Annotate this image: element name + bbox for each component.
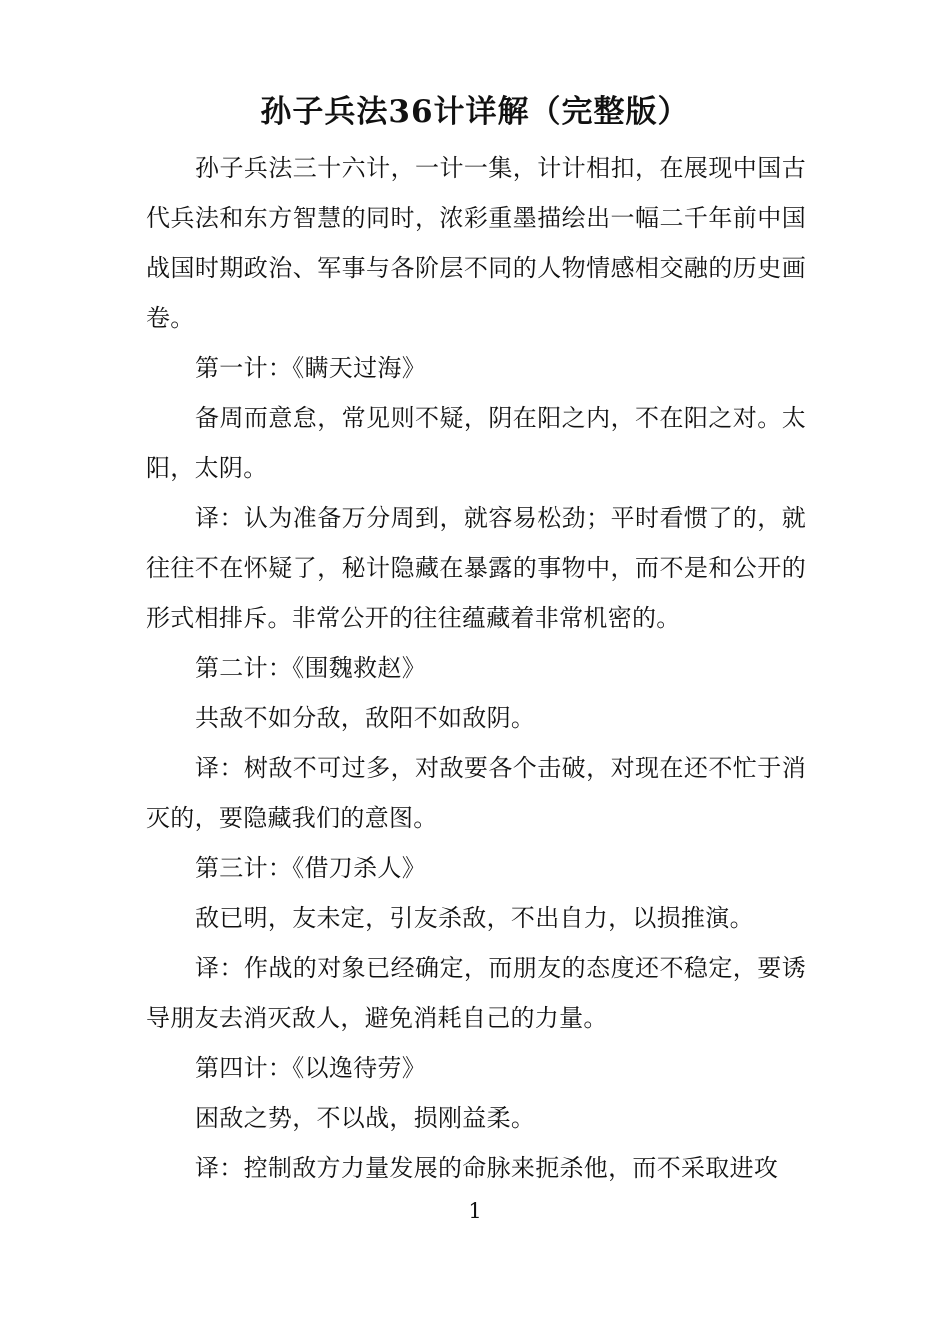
intro-paragraph: 孙子兵法三十六计，一计一集，计计相扣，在展现中国古代兵法和东方智慧的同时，浓彩重墨描绘出一幅二千年前中国战国时期政治、军事与各阶层不同的人物情感相交融的历史画卷。 — [146, 154, 806, 332]
strategy-heading-2: 第二计：《围魏救赵》 — [195, 654, 426, 682]
strategy-translation-2: 译：树敌不可过多，对敌要各个击破，对现在还不忙于消灭的，要隐藏我们的意图。 — [146, 754, 806, 832]
strategy-heading-1: 第一计：《瞒天过海》 — [195, 354, 426, 382]
document-title: 孙子兵法36计详解（完整版） — [260, 94, 690, 130]
strategy-text-3: 敌已明，友未定，引友杀敌，不出自力，以损推演。 — [195, 904, 754, 932]
strategy-text-1: 备周而意怠，常见则不疑，阴在阳之内，不在阳之对。太阳，太阴。 — [146, 404, 806, 482]
strategy-translation-3: 译：作战的对象已经确定，而朋友的态度还不稳定，要诱导朋友去消灭敌人，避免消耗自己的力量。 — [146, 954, 806, 1032]
strategy-heading-4: 第四计：《以逸待劳》 — [195, 1054, 426, 1082]
strategy-text-2: 共敌不如分敌，敌阳不如敌阴。 — [195, 704, 536, 732]
strategy-heading-3: 第三计：《借刀杀人》 — [195, 854, 426, 882]
page-number: 1 — [468, 1199, 482, 1223]
document-body — [146, 143, 806, 1193]
strategy-text-4: 困敌之势，不以战，损刚益柔。 — [195, 1104, 536, 1132]
strategy-translation-4: 译：控制敌方力量发展的命脉来扼杀他，而不采取进攻 — [195, 1154, 779, 1182]
strategy-translation-1: 译：认为准备万分周到，就容易松劲；平时看惯了的，就往往不在怀疑了，秘计隐藏在暴露的事物中，而不是和公开的形式相排斥。非常公开的往往蕴藏着非常机密的。 — [146, 504, 806, 632]
